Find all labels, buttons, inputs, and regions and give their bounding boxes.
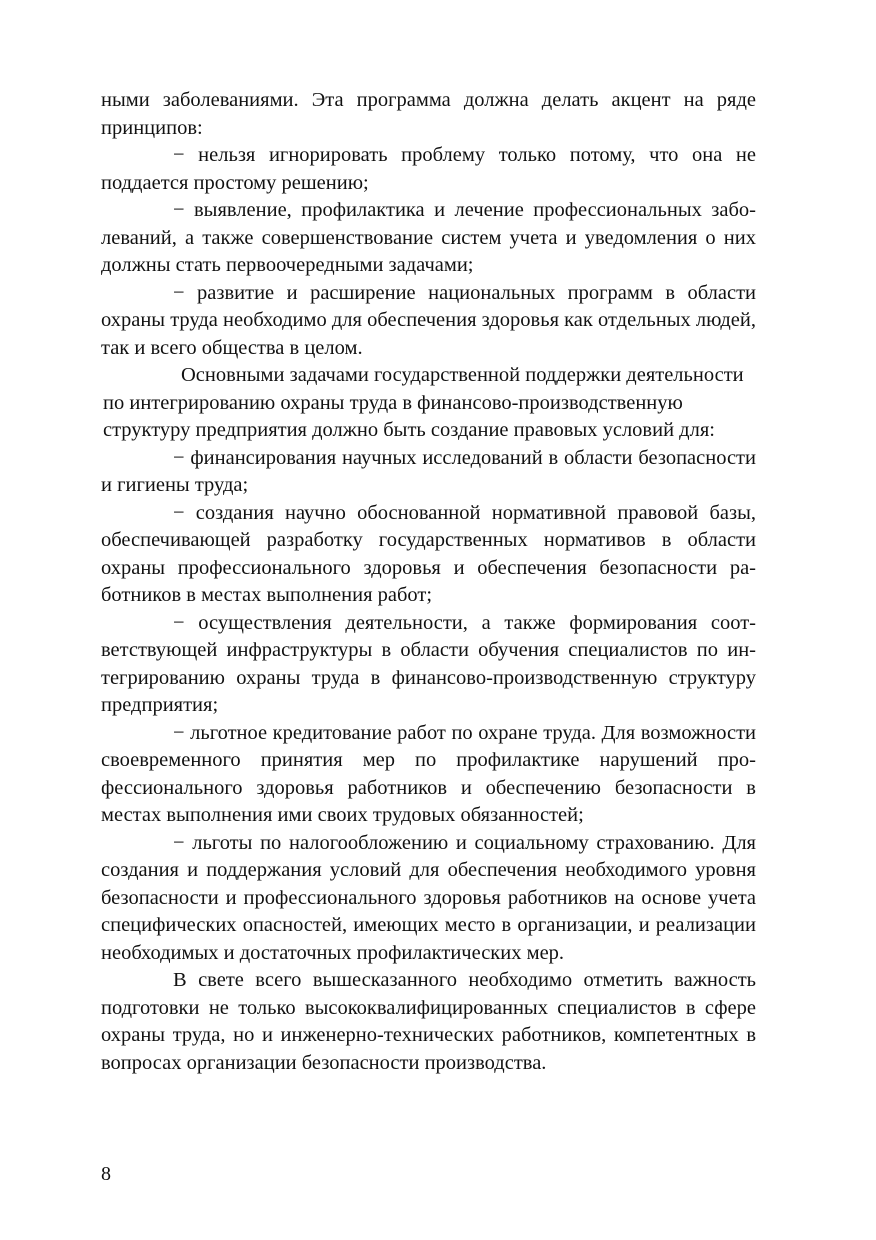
list-item-task-3: − осуществления деятельности, а также формирования соответствующей инфраструктуры в области обучения специалистов по интегрированию охраны труда в финансово-производственную структуру предприятия; — [101, 611, 756, 716]
paragraph-tasks-line-3: структуру предприятия должно быть создание правовых условий для: — [103, 419, 715, 441]
paragraph-intro: ными заболеваниями. Эта программа должна делать акцент на ряде принципов: — [101, 89, 756, 139]
list-item-task-5: − льготы по налогообложению и социальному страхованию. Для создания и поддержания условий для обеспечения необходимого уровня безопасности и профессионального здоровья работников на основе учета специфических опасностей, имеющих место в организации, и реализации необходимых и достаточных профилактических мер. — [101, 831, 756, 964]
list-item-principle-2: − выявление, профилактика и лечение профессиональных заболеваний, а также совершенствование систем учета и уведомления о них должны стать первоочередными задачами; — [101, 199, 756, 276]
list-item-task-1: − финансирования научных исследований в области безопасности и гигиены труда; — [101, 446, 756, 496]
paragraph-conclusion: В свете всего вышесказанного необходимо отметить важность подготовки не только высококвалифицированных специалистов в сфере охраны труда, но и инженерно-технических работников, компетентных в вопросах организации безопасности производства. — [101, 969, 756, 1074]
list-item-task-2: − создания научно обоснованной нормативной правовой базы, обеспечивающей разработку государственных нормативов в области охраны профессионального здоровья и обеспечения безопасности работников в местах выполнения работ; — [101, 501, 756, 606]
paragraph-tasks-line-1: Основными задачами государственной поддержки деятельности — [181, 364, 744, 386]
paragraph-tasks-line-2: по интегрированию охраны труда в финансово-производственную — [103, 391, 683, 414]
page-number: 8 — [101, 1163, 111, 1185]
body-text — [101, 87, 756, 1077]
list-item-principle-1: − нельзя игнорировать проблему только потому, что она не поддается простому решению; — [101, 144, 756, 194]
list-item-principle-3: − развитие и расширение национальных программ в области охраны труда необходимо для обеспечения здоровья как отдельных людей, так и всего общества в целом. — [101, 281, 756, 359]
list-item-task-4: − льготное кредитование работ по охране труда. Для возможности своевременного принятия мер по профилактике нарушений профессионального здоровья работников и обеспечению безопасности в местах выполнения ими своих трудовых обязанностей; — [101, 721, 756, 826]
